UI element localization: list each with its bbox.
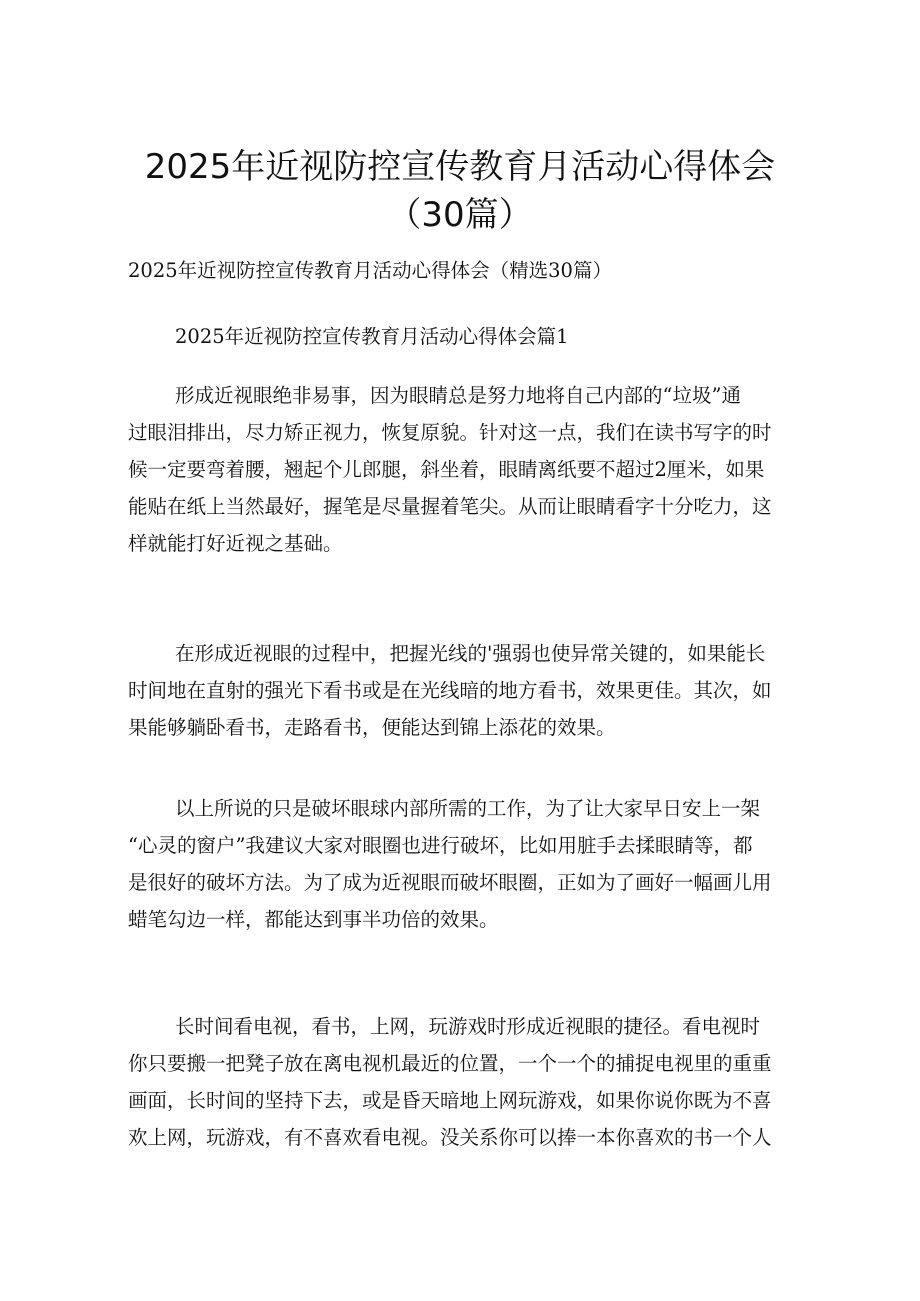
document-subtitle: 2025年近视防控宣传教育月活动心得体会（精选30篇） bbox=[128, 259, 612, 282]
paragraph-line: 蜡笔勾边一样，都能达到事半功倍的效果。 bbox=[128, 908, 499, 931]
paragraph-line: 形成近视眼绝非易事，因为眼睛总是努力地将自己内部的“垃圾”通 bbox=[175, 384, 741, 407]
paragraph-line: 过眼泪排出，尽力矫正视力，恢复原貌。针对这一点，我们在读书写字的时 bbox=[128, 421, 772, 444]
paragraph-line: “心灵的窗户”我建议大家对眼圈也进行破坏，比如用脏手去揉眼睛等，都 bbox=[128, 834, 753, 857]
paragraph-line: 长时间看电视，看书，上网，玩游戏时形成近视眼的捷径。看电视时 bbox=[175, 1015, 761, 1038]
paragraph-1 bbox=[128, 377, 792, 562]
paragraph-line: 在形成近视眼的过程中，把握光线的'强弱也使异常关键的，如果能长 bbox=[175, 642, 766, 665]
paragraph-3 bbox=[128, 790, 792, 938]
paragraph-line: 候一定要弯着腰，翘起个儿郎腿，斜坐着，眼睛离纸要不超过2厘米，如果 bbox=[128, 458, 765, 481]
paragraph-line: 是很好的破坏方法。为了成为近视眼而破坏眼圈，正如为了画好一幅画儿用 bbox=[128, 871, 772, 894]
paragraph-line: 果能够躺卧看书，走路看书，便能达到锦上添花的效果。 bbox=[128, 716, 616, 739]
paragraph-line: 欢上网，玩游戏，有不喜欢看电视。没关系你可以捧一本你喜欢的书一个人 bbox=[128, 1126, 772, 1149]
paragraph-line: 以上所说的只是破坏眼球内部所需的工作，为了让大家早日安上一架 bbox=[175, 797, 761, 820]
paragraph-line: 你只要搬一把凳子放在离电视机最近的位置，一个一个的捕捉电视里的重重 bbox=[128, 1052, 772, 1075]
paragraph-4 bbox=[128, 1008, 792, 1156]
paragraph-line: 画面，长时间的坚持下去，或是昏天暗地上网玩游戏，如果你说你既为不喜 bbox=[128, 1089, 772, 1112]
paragraph-line: 样就能打好近视之基础。 bbox=[128, 532, 343, 555]
title-line-1: 2025年近视防控宣传教育月活动心得体会 bbox=[144, 147, 776, 187]
paragraph-line: 能贴在纸上当然最好，握笔是尽量握着笔尖。从而让眼睛看字十分吃力，这 bbox=[128, 495, 772, 518]
paragraph-line: 时间地在直射的强光下看书或是在光线暗的地方看书，效果更佳。其次，如 bbox=[128, 679, 772, 702]
document-title bbox=[0, 143, 920, 239]
paragraph-2 bbox=[128, 635, 792, 746]
section-heading: 2025年近视防控宣传教育月活动心得体会篇1 bbox=[175, 325, 569, 348]
title-line-2: （30篇） bbox=[387, 195, 533, 235]
